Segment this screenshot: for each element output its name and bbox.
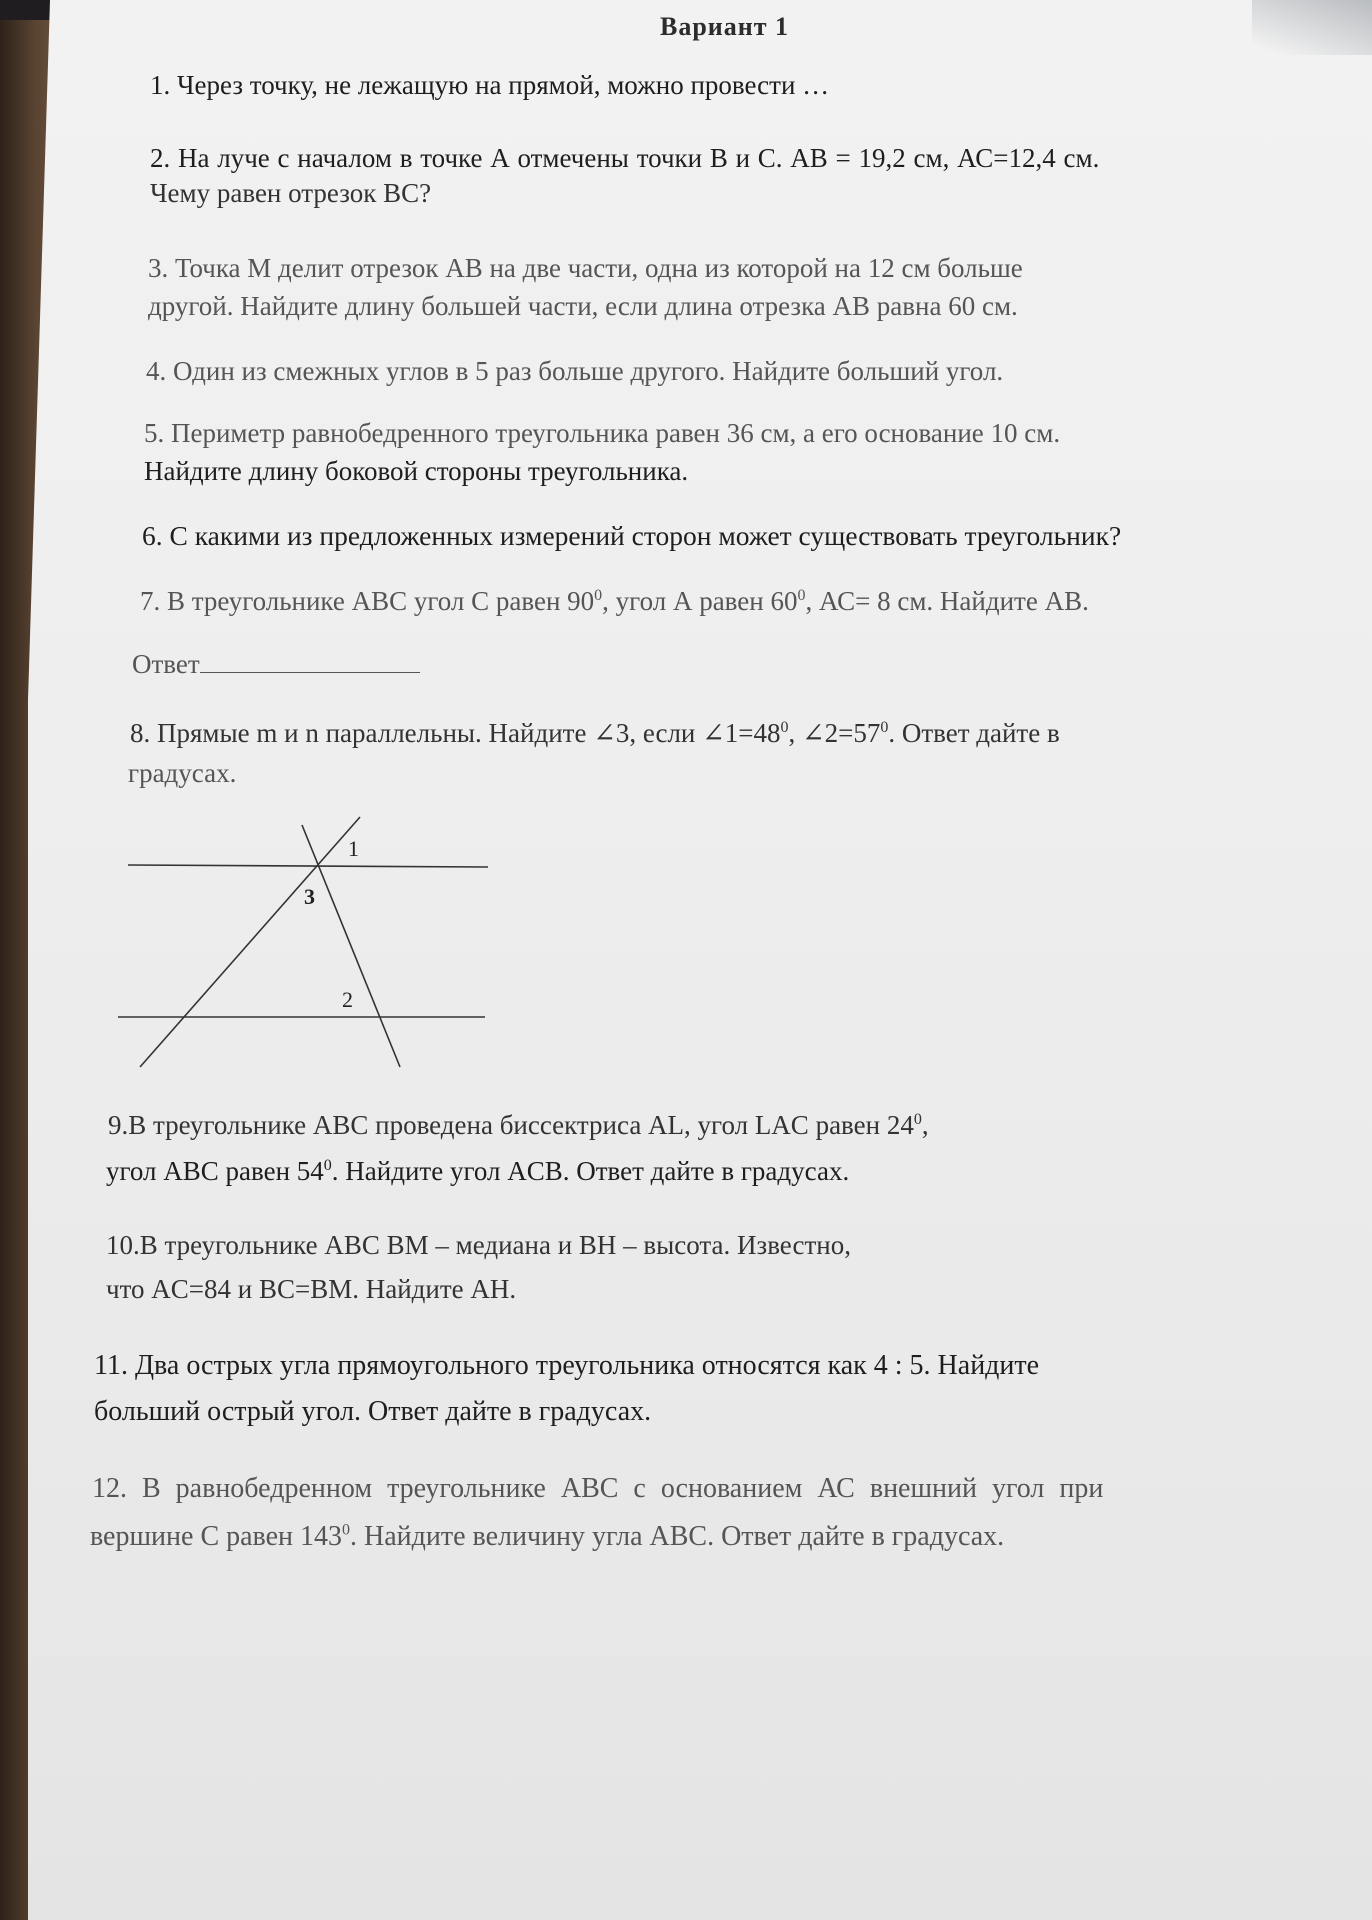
problem-1-line-1: 1. Через точку, не лежащую на прямой, можно провести …: [150, 70, 830, 100]
line-m: [128, 865, 488, 867]
problem-7-line-1: 7. В треугольнике АВС угол С равен $90^0$, угол А равен $60^0$, АС= 8 см. Найдите АВ.: [140, 586, 1089, 616]
problem-3-line-1: 3. Точка М делит отрезок АВ на две части, одна из которой на 12 см больше: [148, 253, 1023, 283]
answer-field: [132, 648, 420, 678]
angle-2-label: 2: [342, 987, 353, 1012]
problem-9-line-2: угол ABC равен $54^0$. Найдите угол ACB. Ответ дайте в градусах.: [106, 1156, 850, 1186]
angle-3-label: 3: [304, 884, 315, 909]
problem-5-line-2: Найдите длину боковой стороны треугольника.: [144, 456, 689, 486]
problem-12-line-2: вершине С равен $143^0$. Найдите величину угла АВС. Ответ дайте в градусах.: [90, 1521, 1005, 1552]
problem-12-line-1: 12. В равнобедренном треугольнике АВС с основанием АС внешний угол при: [92, 1473, 1104, 1504]
transversal-2: [302, 825, 400, 1067]
paper-shadow: [1252, 0, 1372, 55]
problem-10-line-1: 10.В треугольнике ABC BM – медиана и BH – высота. Известно,: [106, 1230, 851, 1260]
problem-9-line-1: 9.В треугольнике ABC проведена биссектриса AL, угол LAC равен $24^0$,: [108, 1110, 929, 1140]
angle-1-label: 1: [348, 836, 359, 861]
problem-8-line-2: градусах.: [128, 758, 237, 788]
problem-3-line-2: другой. Найдите длину большей части, если длина отрезка АВ равна 60 см.: [148, 291, 1018, 321]
transversal-1: [140, 817, 360, 1067]
problem-10-line-2: что AC=84 и BC=BM. Найдите AH.: [106, 1274, 517, 1304]
problem-6-line-1: 6. С какими из предложенных измерений сторон может существовать треугольник?: [142, 520, 1122, 551]
variant-title: Вариант 1: [660, 12, 790, 41]
problem-8-line-1: 8. Прямые m и n параллельны. Найдите ∠3, если $\angle 1=48^0$, $\angle 2=57^0$. Ответ дайте в: [130, 718, 1060, 748]
problem-2-line-2: Чему равен отрезок ВС?: [150, 178, 432, 208]
problem-5-line-1: 5. Периметр равнобедренного треугольника равен 36 см, а его основание 10 см.: [144, 418, 1061, 448]
parallel-lines-diagram: [110, 805, 500, 1075]
problem-11-line-2: больший острый угол. Ответ дайте в градусах.: [94, 1396, 652, 1427]
problem-2-line-1: 2. На луче с началом в точке А отмечены точки В и С. АВ = 19,2 см, АС=12,4 см.: [150, 143, 1100, 173]
problem-4-line-1: 4. Один из смежных углов в 5 раз больше другого. Найдите больший угол.: [146, 356, 1004, 386]
problem-11-line-1: 11. Два острых угла прямоугольного треугольника относятся как 4 : 5. Найдите: [94, 1350, 1040, 1381]
answer-label: Ответ: [132, 649, 200, 679]
answer-blank: [200, 648, 420, 673]
